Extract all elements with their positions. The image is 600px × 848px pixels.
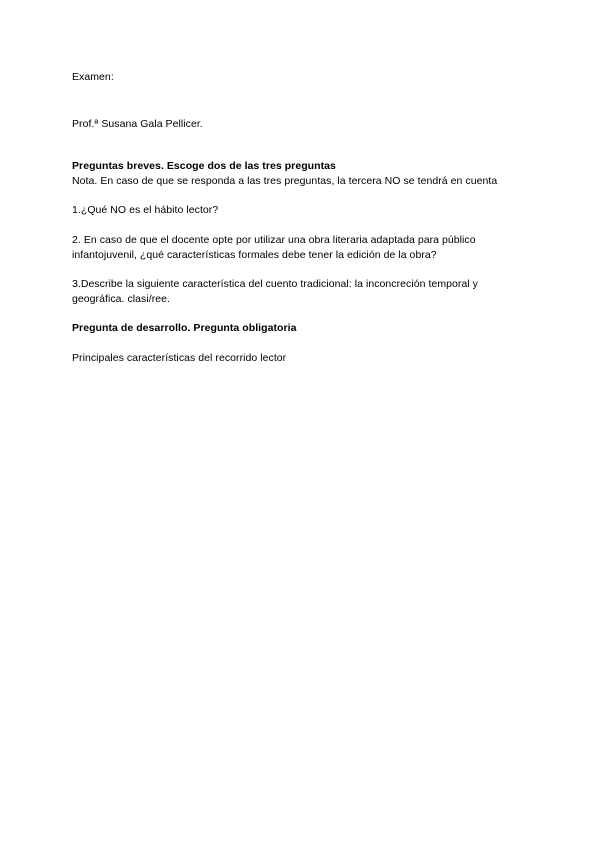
question-1: 1.¿Qué NO es el hábito lector? <box>72 204 219 216</box>
question-3-line-2: geográfica. clasi/ree. <box>72 293 170 305</box>
question-2-line-1: 2. En caso de que el docente opte por utilizar una obra literaria adaptada para público <box>72 234 476 246</box>
question-2-line-2: infantojuvenil, ¿qué características formales debe tener la edición de la obra? <box>72 249 437 261</box>
short-questions-title: Preguntas breves. Escoge dos de las tres preguntas <box>72 160 336 172</box>
professor-name: Prof.ª Susana Gala Pellicer. <box>72 118 203 130</box>
development-question: Principales características del recorrido lector <box>72 352 287 364</box>
question-3-line-1: 3.Describe la siguiente característica del cuento tradicional: la inconcreción temporal y <box>72 278 478 290</box>
exam-label: Examen: <box>72 71 114 83</box>
short-questions-note: Nota. En caso de que se responda a las tres preguntas, la tercera NO se tendrá en cuenta <box>72 175 498 187</box>
development-title: Pregunta de desarrollo. Pregunta obligatoria <box>72 322 297 334</box>
